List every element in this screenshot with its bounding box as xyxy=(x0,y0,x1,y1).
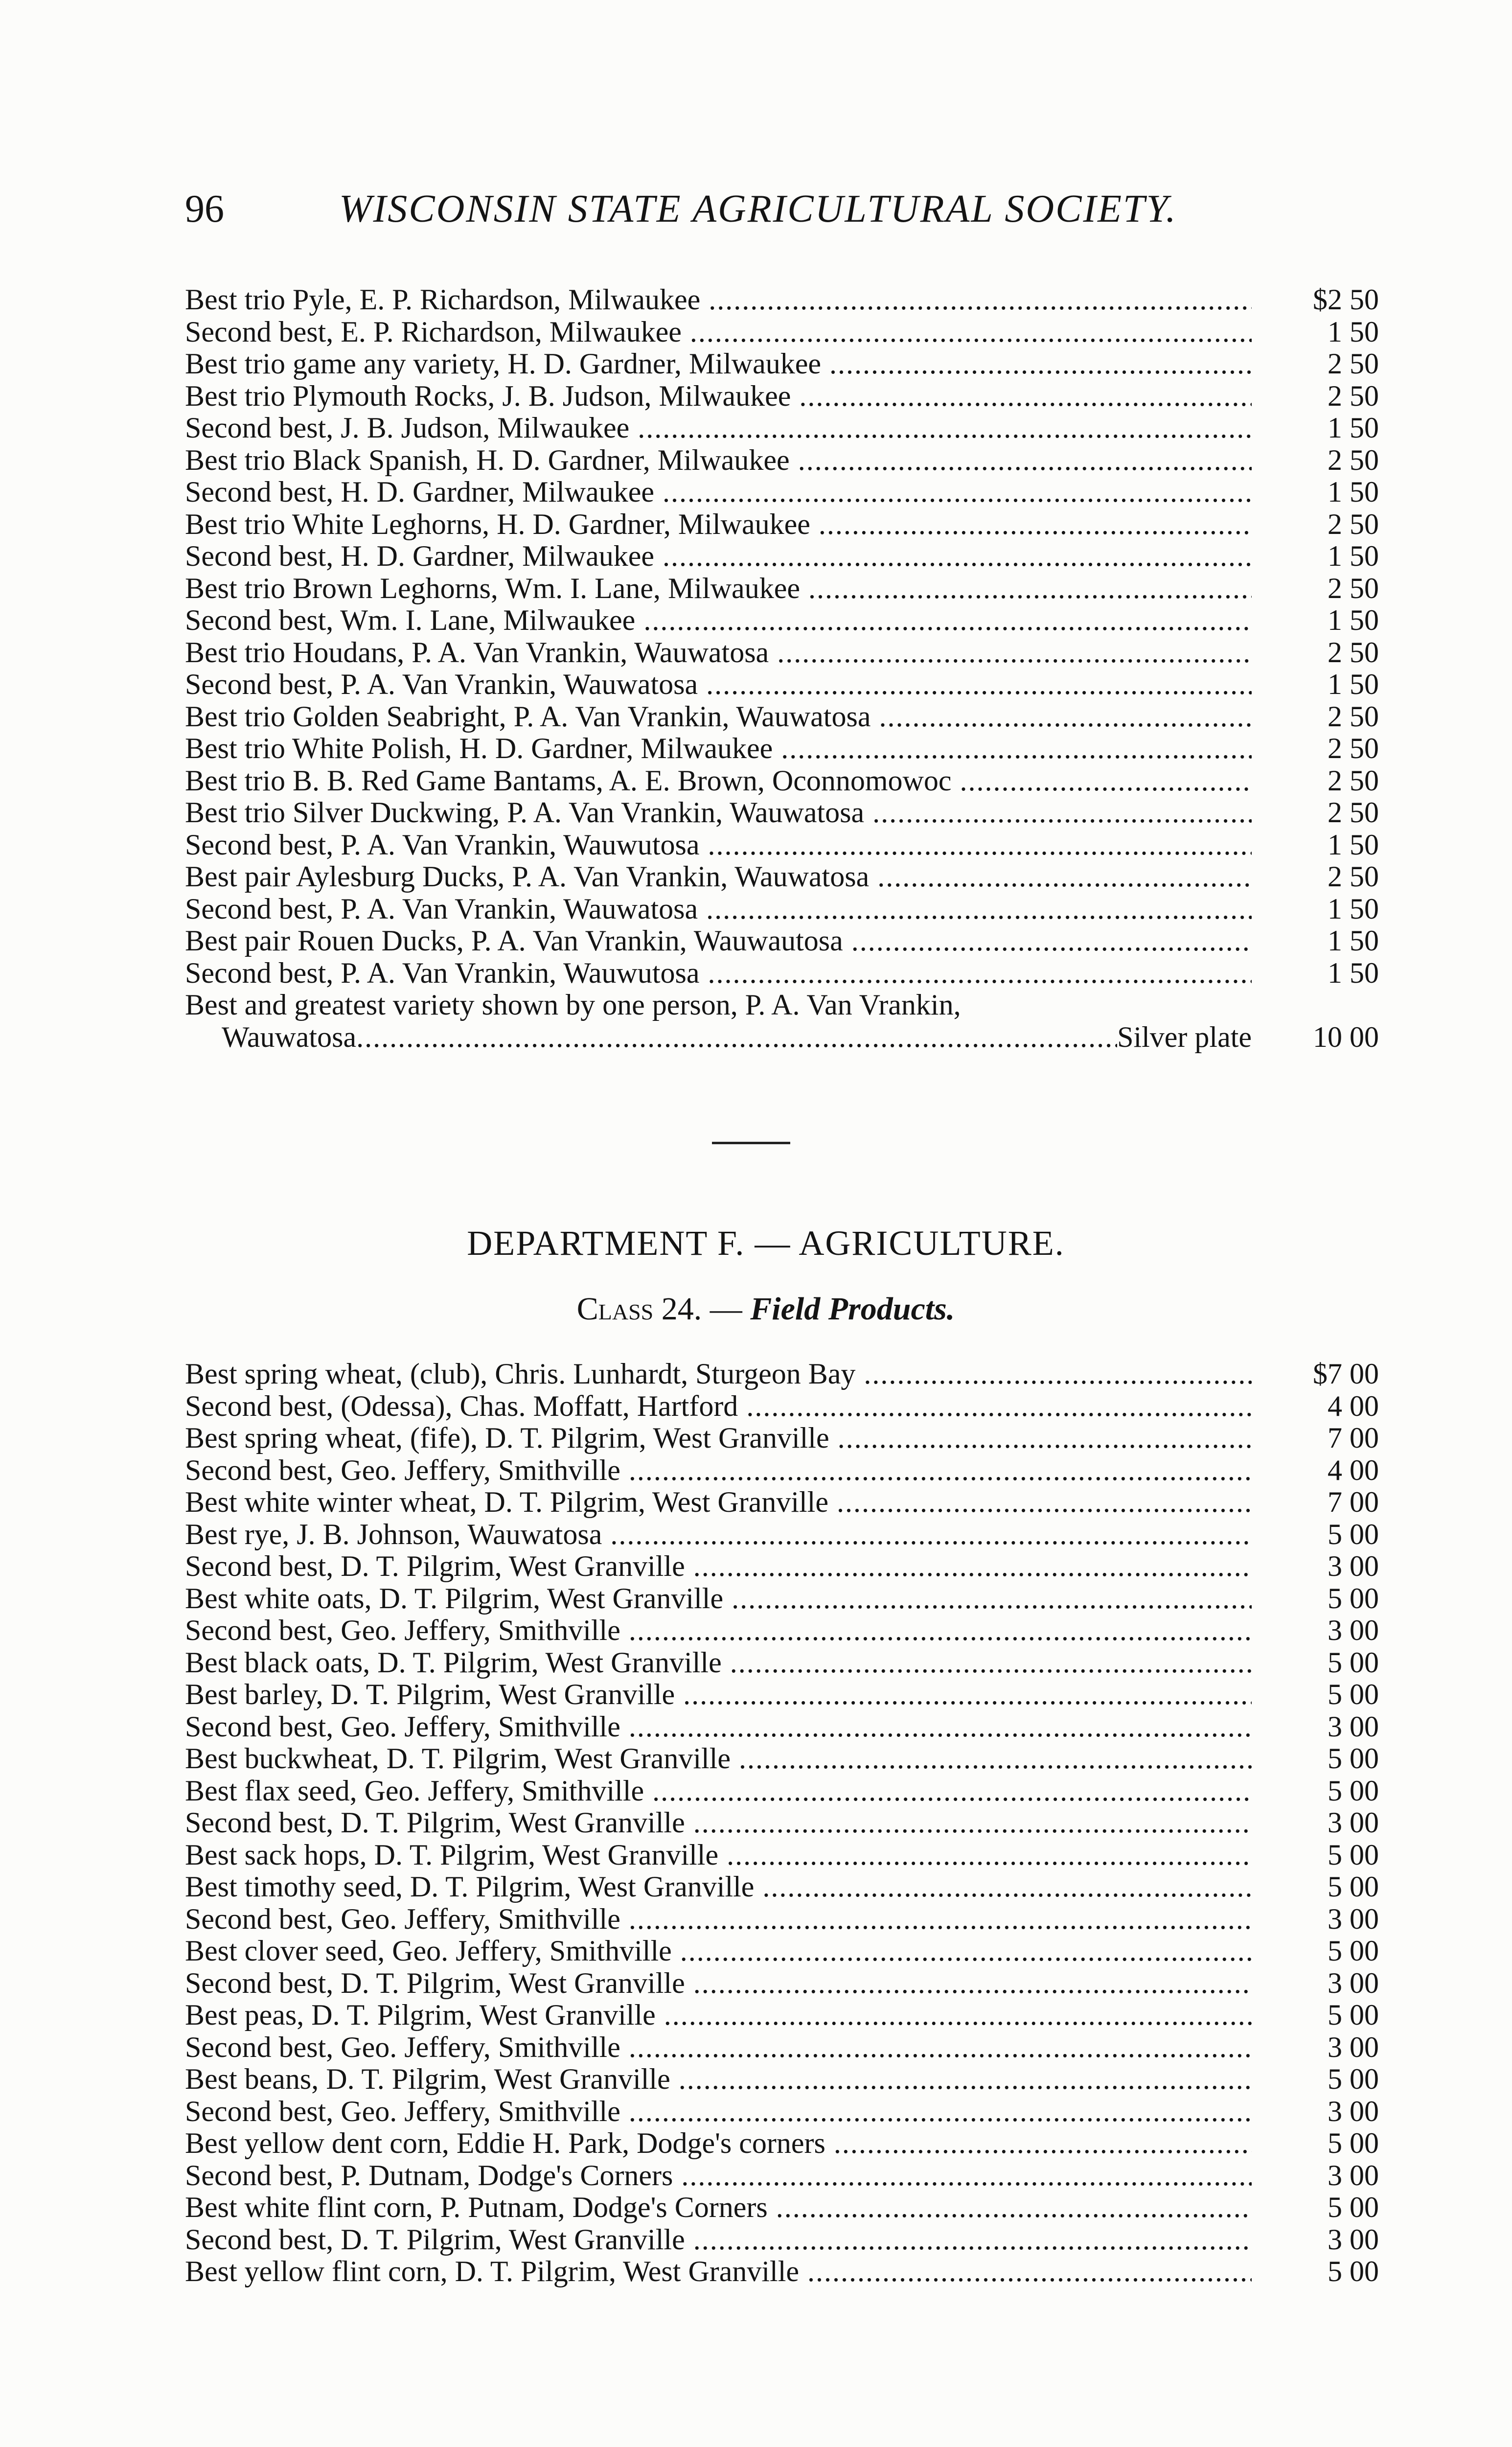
award-row xyxy=(185,1711,1379,1743)
award-amount: 1 50 xyxy=(1328,540,1379,572)
award-amount: 7 00 xyxy=(1328,1422,1379,1454)
award-description: Second best, J. B. Judson, Milwaukee ..... xyxy=(185,412,1252,444)
award-amount: 5 00 xyxy=(1328,2255,1379,2287)
class-name: Field Products. xyxy=(750,1291,955,1327)
award-amount: 5 00 xyxy=(1328,1742,1379,1775)
award-description: Best rye, J. B. Johnson, Wauwatosa ..... xyxy=(185,1519,1252,1551)
award-row xyxy=(185,957,1379,990)
award-row xyxy=(185,637,1379,669)
award-description: Best trio B. B. Red Game Bantams, A. E. Brown, Oconnomowoc ..... xyxy=(185,765,1252,797)
award-row xyxy=(185,316,1379,348)
award-row xyxy=(185,1935,1379,1967)
award-amount: 7 00 xyxy=(1328,1486,1379,1518)
award-description: Second best, H. D. Gardner, Milwaukee ..... xyxy=(185,540,1252,573)
award-description: Best trio White Leghorns, H. D. Gardner, Milwaukee ..... xyxy=(185,508,1252,541)
award-description: Best white flint corn, P. Putnam, Dodge's Corners ..... xyxy=(185,2192,1252,2224)
award-amount: 5 00 xyxy=(1328,1935,1379,1967)
award-row xyxy=(185,540,1379,573)
award-description: Best beans, D. T. Pilgrim, West Granville ..... xyxy=(185,2063,1252,2096)
award-row xyxy=(185,829,1379,861)
award-amount: 4 00 xyxy=(1328,1454,1379,1486)
award-row xyxy=(185,284,1379,316)
award-row xyxy=(185,476,1379,508)
award-row xyxy=(185,1679,1379,1711)
award-amount: 5 00 xyxy=(1328,1582,1379,1615)
award-amount: 3 00 xyxy=(1328,2031,1379,2063)
award-description: Second best, D. T. Pilgrim, West Granville ..... xyxy=(185,1807,1252,1839)
award-row xyxy=(185,2256,1379,2288)
award-description: Best spring wheat, (fife), D. T. Pilgrim, West Granville ..... xyxy=(185,1422,1252,1454)
award-row xyxy=(185,2160,1379,2192)
award-amount: 3 00 xyxy=(1328,1806,1379,1839)
award-row xyxy=(185,380,1379,413)
running-title: WISCONSIN STATE AGRICULTURAL SOCIETY. xyxy=(339,187,1177,231)
award-row xyxy=(185,508,1379,541)
award-amount: 1 50 xyxy=(1328,828,1379,861)
award-description: Best peas, D. T. Pilgrim, West Granville ..... xyxy=(185,1999,1252,2031)
award-row xyxy=(185,1615,1379,1647)
award-description: Second best, P. A. Van Vrankin, Wauwutosa ..... xyxy=(185,829,1252,861)
award-amount: 1 50 xyxy=(1328,604,1379,636)
running-head xyxy=(185,182,1301,236)
award-amount: 2 50 xyxy=(1328,347,1379,380)
award-description: Second best, D. T. Pilgrim, West Granville ..... xyxy=(185,2224,1252,2256)
award-description: Best trio Pyle, E. P. Richardson, Milwaukee ..... xyxy=(185,284,1252,316)
award-amount: 2 50 xyxy=(1328,379,1379,412)
award-description: Best black oats, D. T. Pilgrim, West Granville ..... xyxy=(185,1647,1252,1679)
class-label: Class 24. — xyxy=(576,1291,742,1327)
award-amount: 3 00 xyxy=(1328,2095,1379,2127)
award-amount: 2 50 xyxy=(1328,443,1379,476)
award-row xyxy=(185,2063,1379,2096)
award-description: Second best, P. A. Van Vrankin, Wauwatosa ..... xyxy=(185,669,1252,701)
award-description: Best spring wheat, (club), Chris. Lunhardt, Sturgeon Bay ..... xyxy=(185,1358,1252,1390)
award-row xyxy=(185,765,1379,797)
award-amount: 5 00 xyxy=(1328,1870,1379,1903)
award-row xyxy=(185,2031,1379,2064)
award-row xyxy=(185,1647,1379,1679)
award-description: Best clover seed, Geo. Jeffery, Smithville ..... xyxy=(185,1935,1252,1967)
award-amount: 5 00 xyxy=(1328,2063,1379,2095)
award-amount: 10 00 xyxy=(1313,1020,1379,1053)
award-description: Best and greatest variety shown by one person, P. A. Van Vrankin, xyxy=(185,989,961,1021)
award-row xyxy=(185,1583,1379,1615)
award-description: Second best, Geo. Jeffery, Smithville ..... xyxy=(185,1615,1252,1647)
award-amount: 5 00 xyxy=(1328,2191,1379,2223)
award-description: Best barley, D. T. Pilgrim, West Granville ..... xyxy=(185,1679,1252,1711)
award-amount: 1 50 xyxy=(1328,668,1379,700)
award-amount: 2 50 xyxy=(1328,636,1379,669)
award-description: Second best, P. Dutnam, Dodge's Corners ..... xyxy=(185,2160,1252,2192)
award-description: Second best, D. T. Pilgrim, West Granville ..... xyxy=(185,1967,1252,2000)
award-description: Best white oats, D. T. Pilgrim, West Granville ..... xyxy=(185,1583,1252,1615)
award-row xyxy=(185,925,1379,957)
award-row-variety-line2 xyxy=(185,1021,1379,1054)
award-amount: 3 00 xyxy=(1328,1550,1379,1582)
award-amount: 5 00 xyxy=(1328,1999,1379,2031)
award-description: Best trio White Polish, H. D. Gardner, Milwaukee ..... xyxy=(185,733,1252,765)
award-description: Best trio Brown Leghorns, Wm. I. Lane, Milwaukee ..... xyxy=(185,573,1252,605)
award-amount: 2 50 xyxy=(1328,796,1379,829)
award-description: Best trio Plymouth Rocks, J. B. Judson, Milwaukee ..... xyxy=(185,380,1252,413)
section-divider xyxy=(712,1142,790,1144)
award-description: Best flax seed, Geo. Jeffery, Smithville ..... xyxy=(185,1775,1252,1807)
class-heading xyxy=(0,1287,1512,1331)
award-row xyxy=(185,1839,1379,1871)
award-amount: $2 50 xyxy=(1313,283,1379,316)
award-amount: 5 00 xyxy=(1328,1678,1379,1710)
award-description: Best trio Golden Seabright, P. A. Van Vrankin, Wauwatosa ..... xyxy=(185,701,1252,733)
award-row xyxy=(185,2224,1379,2256)
award-amount: 1 50 xyxy=(1328,476,1379,508)
award-amount: 3 00 xyxy=(1328,1966,1379,1999)
award-row xyxy=(185,893,1379,925)
award-amount: 2 50 xyxy=(1328,508,1379,540)
award-amount: 3 00 xyxy=(1328,1902,1379,1935)
award-amount: 2 50 xyxy=(1328,700,1379,733)
award-row-variety-line1 xyxy=(185,989,1379,1021)
award-row xyxy=(185,669,1379,701)
award-row xyxy=(185,1454,1379,1487)
award-row xyxy=(185,1807,1379,1839)
award-description: Best yellow flint corn, D. T. Pilgrim, West Granville ..... xyxy=(185,2256,1252,2288)
award-row xyxy=(185,604,1379,637)
award-row xyxy=(185,733,1379,765)
award-row xyxy=(185,1743,1379,1775)
award-amount: 1 50 xyxy=(1328,924,1379,957)
award-row xyxy=(185,1903,1379,1936)
award-amount: 3 00 xyxy=(1328,1710,1379,1743)
award-description: Second best, Geo. Jeffery, Smithville ..... xyxy=(185,1903,1252,1936)
award-amount: 3 00 xyxy=(1328,1614,1379,1646)
award-description: Second best, P. A. Van Vrankin, Wauwutosa ..... xyxy=(185,957,1252,990)
award-row xyxy=(185,1775,1379,1807)
award-amount: 5 00 xyxy=(1328,1518,1379,1550)
award-amount: 5 00 xyxy=(1328,1774,1379,1807)
award-description: Best trio Silver Duckwing, P. A. Van Vrankin, Wauwatosa ..... xyxy=(185,797,1252,829)
award-row xyxy=(185,2127,1379,2160)
award-amount: 2 50 xyxy=(1328,732,1379,764)
award-description: Second best, Wm. I. Lane, Milwaukee ..... xyxy=(185,604,1252,637)
award-row xyxy=(185,573,1379,605)
award-row xyxy=(185,861,1379,893)
award-row xyxy=(185,2192,1379,2224)
award-row xyxy=(185,1390,1379,1423)
award-description: Best buckwheat, D. T. Pilgrim, West Granville ..... xyxy=(185,1743,1252,1775)
award-row xyxy=(185,1999,1379,2031)
award-amount: 1 50 xyxy=(1328,412,1379,444)
award-amount: 1 50 xyxy=(1328,892,1379,925)
award-amount: 5 00 xyxy=(1328,1838,1379,1871)
award-amount: 2 50 xyxy=(1328,860,1379,893)
award-row xyxy=(185,412,1379,444)
award-description: Best yellow dent corn, Eddie H. Park, Dodge's corners ..... xyxy=(185,2127,1252,2160)
award-row xyxy=(185,1519,1379,1551)
award-description: Best trio Black Spanish, H. D. Gardner, Milwaukee ..... xyxy=(185,444,1252,477)
award-description: Best white winter wheat, D. T. Pilgrim, West Granville ..... xyxy=(185,1486,1252,1519)
award-row xyxy=(185,797,1379,829)
award-description: Second best, P. A. Van Vrankin, Wauwatosa ..... xyxy=(185,893,1252,925)
field-products-awards-list xyxy=(185,1358,1379,2288)
award-amount: 2 50 xyxy=(1328,572,1379,604)
award-amount: 4 00 xyxy=(1328,1389,1379,1422)
award-row xyxy=(185,1871,1379,1903)
award-row xyxy=(185,444,1379,477)
award-description: Best pair Aylesburg Ducks, P. A. Van Vrankin, Wauwatosa ..... xyxy=(185,861,1252,893)
award-row xyxy=(185,1967,1379,2000)
award-amount: 5 00 xyxy=(1328,2127,1379,2159)
award-description: Best trio game any variety, H. D. Gardner, Milwaukee ..... xyxy=(185,348,1252,380)
award-amount: 5 00 xyxy=(1328,1646,1379,1679)
award-description: Second best, E. P. Richardson, Milwaukee ..... xyxy=(185,316,1252,348)
award-row xyxy=(185,1422,1379,1454)
award-description: Second best, Geo. Jeffery, Smithville ..... xyxy=(185,1711,1252,1743)
leader-dots xyxy=(356,1021,1117,1054)
award-amount: 1 50 xyxy=(1328,315,1379,348)
award-note: Silver plate xyxy=(1117,1021,1252,1053)
award-description: Second best, (Odessa), Chas. Moffatt, Hartford ..... xyxy=(185,1390,1252,1423)
award-place: Wauwatosa xyxy=(222,1021,357,1053)
award-description: Second best, Geo. Jeffery, Smithville ..... xyxy=(185,2096,1252,2128)
award-description: Best trio Houdans, P. A. Van Vrankin, Wauwatosa ..... xyxy=(185,637,1252,669)
award-row xyxy=(185,1550,1379,1583)
award-description: Second best, Geo. Jeffery, Smithville ..... xyxy=(185,2031,1252,2064)
award-amount: 2 50 xyxy=(1328,764,1379,797)
award-description: Second best, Geo. Jeffery, Smithville ..... xyxy=(185,1454,1252,1487)
award-row xyxy=(185,1486,1379,1519)
award-row xyxy=(185,1358,1379,1390)
award-description: Second best, H. D. Gardner, Milwaukee ..... xyxy=(185,476,1252,508)
award-description: Second best, D. T. Pilgrim, West Granville ..... xyxy=(185,1550,1252,1583)
award-row xyxy=(185,2096,1379,2128)
poultry-awards-list xyxy=(185,284,1379,1053)
page-number: 96 xyxy=(185,187,224,231)
award-row xyxy=(185,701,1379,733)
award-amount: 1 50 xyxy=(1328,956,1379,989)
award-description: Best sack hops, D. T. Pilgrim, West Granville ..... xyxy=(185,1839,1252,1871)
award-amount: 3 00 xyxy=(1328,2223,1379,2256)
department-heading: DEPARTMENT F. — AGRICULTURE. xyxy=(467,1224,1065,1263)
award-description: Best pair Rouen Ducks, P. A. Van Vrankin, Wauwautosa ..... xyxy=(185,925,1252,957)
award-row xyxy=(185,348,1379,380)
award-description: Best timothy seed, D. T. Pilgrim, West Granville ..... xyxy=(185,1871,1252,1903)
award-amount: 3 00 xyxy=(1328,2159,1379,2192)
award-amount: $7 00 xyxy=(1313,1358,1379,1390)
